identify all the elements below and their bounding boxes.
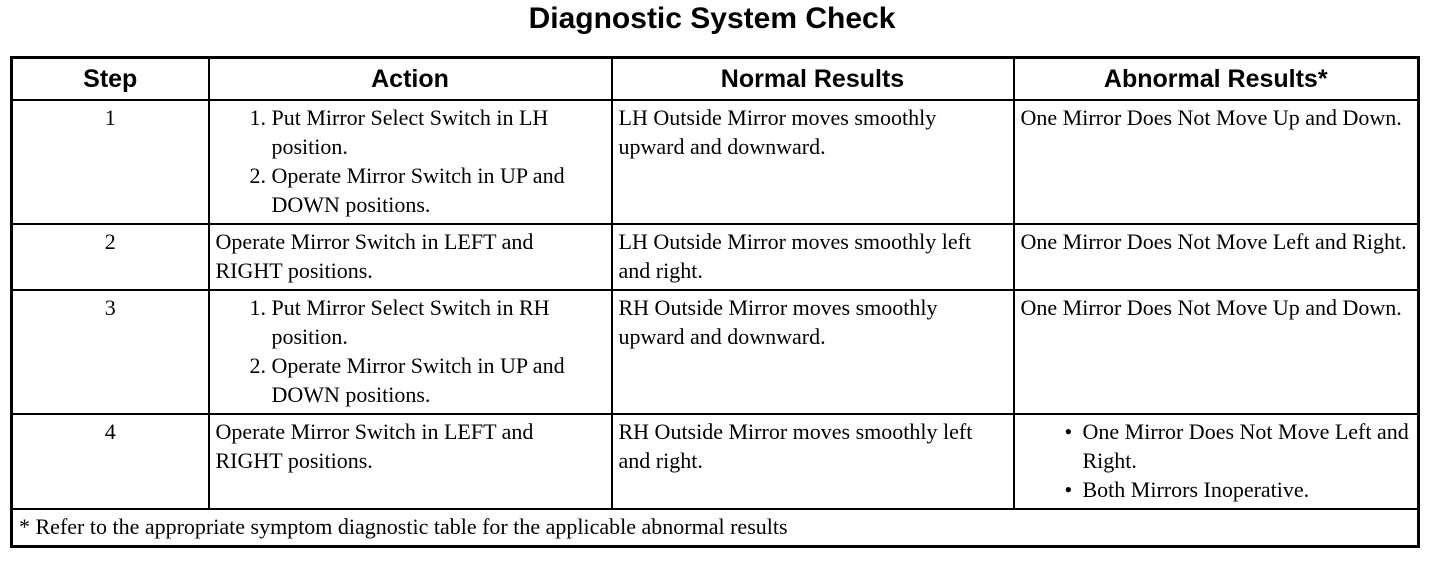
- step-number: 3: [12, 290, 209, 414]
- abnormal-result-cell: One Mirror Does Not Move Left and Right.: [1014, 224, 1419, 290]
- table-row: [12, 290, 1419, 414]
- step-number: 2: [12, 224, 209, 290]
- action-steps-list: [216, 103, 605, 219]
- diagnostic-table: [10, 56, 1420, 548]
- page-title: Diagnostic System Check: [528, 2, 896, 35]
- action-step: 1. Put Mirror Select Switch in LH position.: [272, 103, 605, 161]
- abnormal-result-item: • Both Mirrors Inoperative.: [1083, 475, 1412, 504]
- normal-result-cell: RH Outside Mirror moves smoothly left and right.: [612, 414, 1014, 509]
- table-row: [12, 224, 1419, 290]
- table-row: [12, 414, 1419, 509]
- normal-result-cell: LH Outside Mirror moves smoothly upward and downward.: [612, 100, 1014, 224]
- footnote: * Refer to the appropriate symptom diagnostic table for the applicable abnormal results: [12, 509, 1419, 547]
- table-row: [12, 100, 1419, 224]
- action-step: 2. Operate Mirror Switch in UP and DOWN positions.: [272, 351, 605, 409]
- abnormal-result-cell: One Mirror Does Not Move Up and Down.: [1014, 100, 1419, 224]
- step-number: 4: [12, 414, 209, 509]
- normal-result-cell: RH Outside Mirror moves smoothly upward and downward.: [612, 290, 1014, 414]
- action-step: 2. Operate Mirror Switch in UP and DOWN positions.: [272, 161, 605, 219]
- action-step: 1. Put Mirror Select Switch in RH position.: [272, 293, 605, 351]
- abnormal-results-list: [1021, 417, 1412, 504]
- column-header-step: Step: [12, 58, 209, 101]
- column-header-action: Action: [209, 58, 612, 101]
- abnormal-result-cell: [1014, 414, 1419, 509]
- action-cell: [209, 100, 612, 224]
- action-cell: [209, 290, 612, 414]
- action-cell: Operate Mirror Switch in LEFT and RIGHT positions.: [209, 414, 612, 509]
- column-header-abnormal-results: Abnormal Results*: [1014, 58, 1419, 101]
- action-steps-list: [216, 293, 605, 409]
- normal-result-cell: LH Outside Mirror moves smoothly left and right.: [612, 224, 1014, 290]
- column-header-normal-results: Normal Results: [612, 58, 1014, 101]
- step-number: 1: [12, 100, 209, 224]
- table-header-row: [12, 58, 1419, 101]
- abnormal-result-item: • One Mirror Does Not Move Left and Right.: [1083, 417, 1412, 475]
- footnote-row: [12, 509, 1419, 547]
- abnormal-result-cell: One Mirror Does Not Move Up and Down.: [1014, 290, 1419, 414]
- action-cell: Operate Mirror Switch in LEFT and RIGHT positions.: [209, 224, 612, 290]
